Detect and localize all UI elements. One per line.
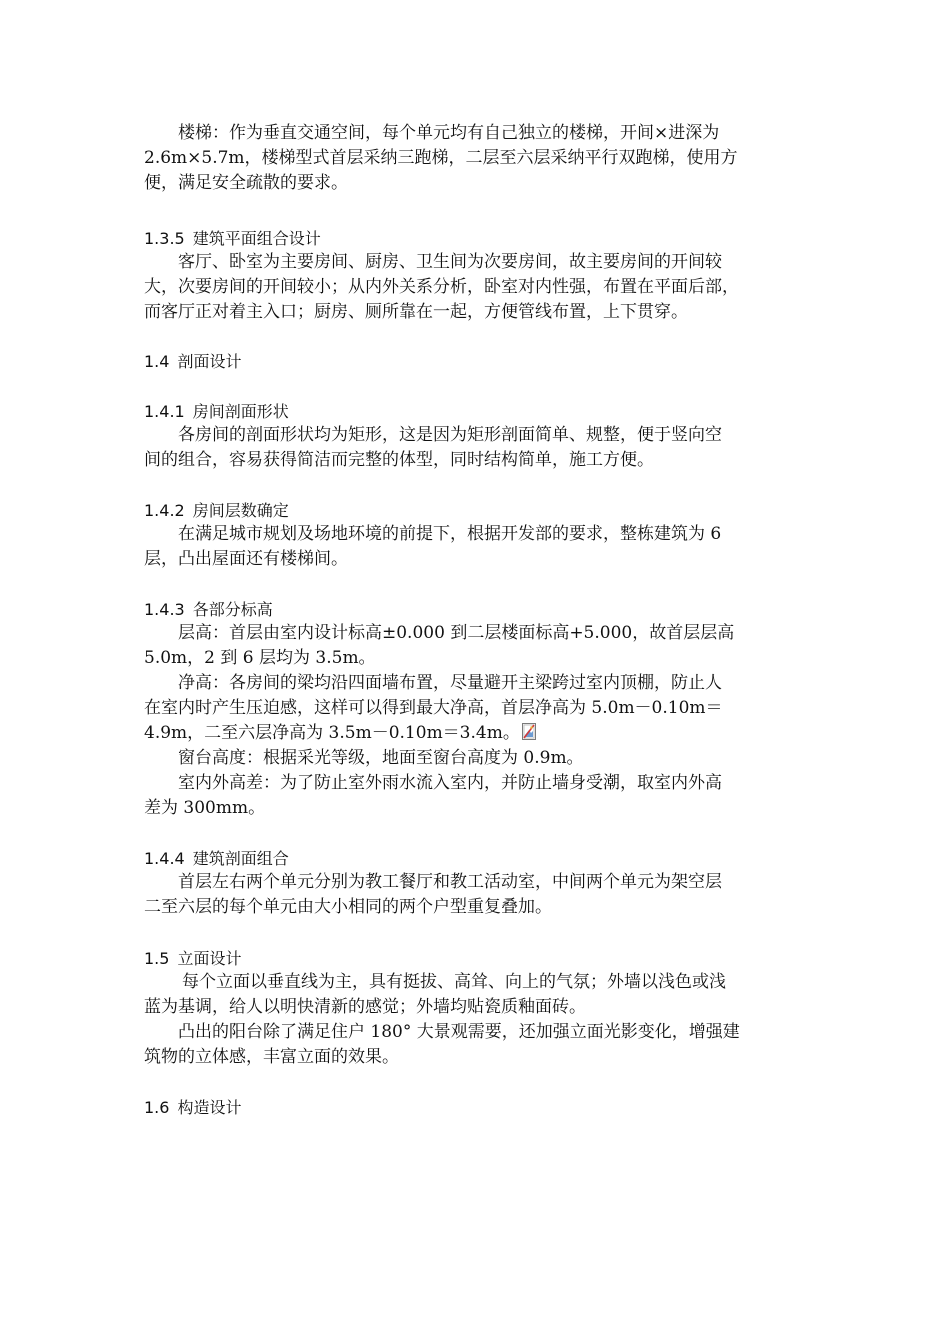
elevations-paragraphs [144,621,816,821]
text-line: 楼梯：作为垂直交通空间，每个单元均有自己独立的楼梯，开间×进深为 [178,123,720,143]
text-line: 二至六层的每个单元由大小相同的两个户型重复叠加。 [144,897,552,917]
plan-composition-paragraph [144,250,816,325]
section-title: 建筑剖面组合 [192,849,289,868]
text-line: 净高：各房间的梁均沿四面墙布置，尽量避开主梁跨过室内顶棚，防止人 [178,673,722,693]
text-line-with-image [144,721,816,746]
text-line: 5.0m，2 到 6 层均为 3.5m。 [144,648,376,668]
facade-paragraphs [144,970,816,1070]
section-title: 建筑平面组合设计 [192,229,321,248]
section-title: 立面设计 [177,949,242,968]
text-line: 首层左右两个单元分别为教工餐厅和教工活动室，中间两个单元为架空层 [178,872,722,892]
text-line: 层，凸出屋面还有楼梯间。 [144,549,348,569]
text-line: 层高：首层由室内设计标高±0.000 到二层楼面标高+5.000，故首层层高 [178,623,735,643]
section-title: 构造设计 [177,1098,242,1117]
broken-image-icon [522,723,536,740]
section-title: 房间剖面形状 [192,402,289,421]
text-line: 蓝为基调，给人以明快清新的感觉；外墙均贴瓷质釉面砖。 [144,997,586,1017]
text-line: 而客厅正对着主入口；厨房、厕所靠在一起，方便管线布置，上下贯穿。 [144,302,688,322]
text-line: 4.9m，二至六层净高为 3.5m－0.10m＝3.4m。 [144,723,520,743]
text-line: 大，次要房间的开间较小；从内外关系分析，卧室对内性强，布置在平面后部， [144,277,739,297]
text-line: 2.6m×5.7m，楼梯型式首层采纳三跑梯，二层至六层采纳平行双跑梯，使用方 [144,148,738,168]
text-line: 便，满足安全疏散的要求。 [144,173,348,193]
section-number: 1.4.3 [144,600,185,619]
section-number: 1.6 [144,1098,170,1117]
section-heading-1-4 [144,349,241,374]
text-line: 每个立面以垂直线为主，具有挺拔、高耸、向上的气氛；外墙以浅色或浅 [182,972,726,992]
section-number: 1.4 [144,352,170,371]
text-line: 室内外高差：为了防止室外雨水流入室内，并防止墙身受潮，取室内外高 [178,773,722,793]
section-composition-paragraph [144,870,816,920]
section-title: 各部分标高 [192,600,273,619]
section-heading-1-4-2 [144,498,289,523]
text-line: 客厅、卧室为主要房间、厨房、卫生间为次要房间，故主要房间的开间较 [178,252,722,272]
text-line: 在室内时产生压迫感，这样可以得到最大净高，首层净高为 5.0m－0.10m＝ [144,698,723,718]
section-title: 剖面设计 [177,352,242,371]
section-heading-1-6 [144,1095,241,1120]
text-line: 差为 300mm。 [144,798,266,818]
section-heading-1-5 [144,946,241,971]
section-number: 1.5 [144,949,170,968]
text-line: 各房间的剖面形状均为矩形，这是因为矩形剖面简单、规整，便于竖向空 [178,425,722,445]
text-line: 在满足城市规划及场地环境的前提下，根据开发部的要求，整栋建筑为 6 [178,524,722,544]
floor-count-paragraph [144,522,816,572]
section-number: 1.3.5 [144,229,185,248]
section-number: 1.4.2 [144,501,185,520]
section-number: 1.4.1 [144,402,185,421]
text-line: 筑物的立体感，丰富立面的效果。 [144,1047,399,1067]
stairs-paragraph [144,121,816,196]
section-shape-paragraph [144,423,816,473]
text-line: 窗台高度：根据采光等级，地面至窗台高度为 0.9m。 [178,748,584,768]
text-line: 凸出的阳台除了满足住户 180° 大景观需要，还加强立面光影变化，增强建 [178,1022,740,1042]
text-line: 间的组合，容易获得简洁而完整的体型，同时结构简单，施工方便。 [144,450,654,470]
section-number: 1.4.4 [144,849,185,868]
section-heading-1-4-4 [144,846,289,871]
section-heading-1-4-1 [144,399,289,424]
section-title: 房间层数确定 [192,501,289,520]
section-heading-1-4-3 [144,597,273,622]
section-heading-1-3-5 [144,226,321,251]
